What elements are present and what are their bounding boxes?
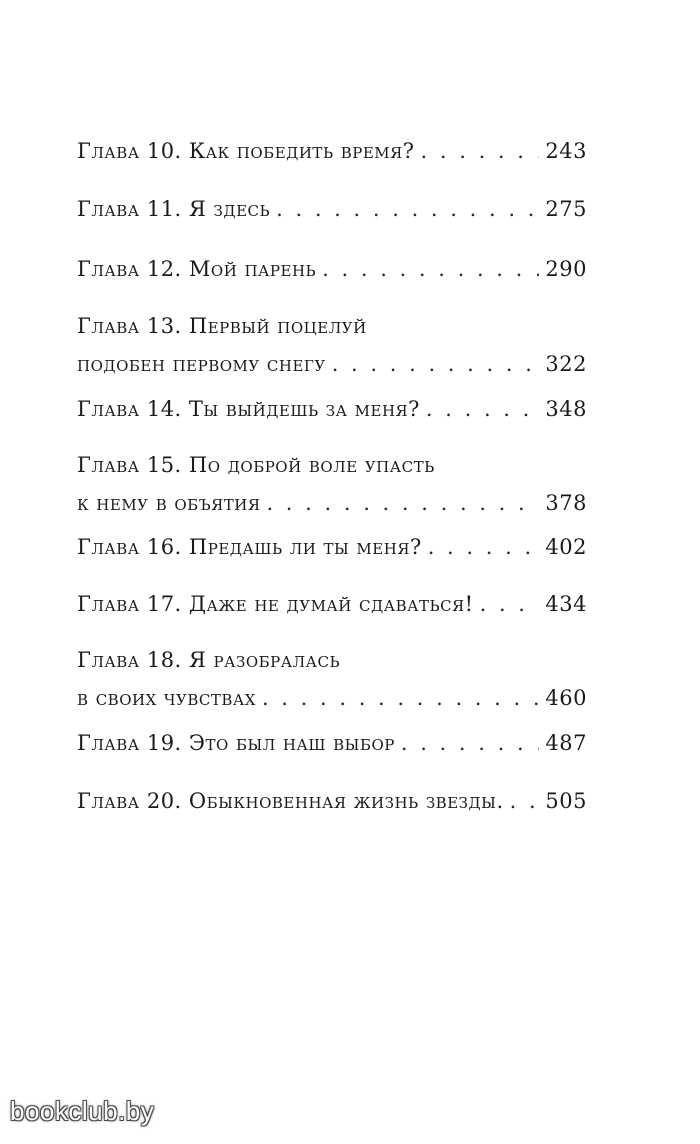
toc-entry-title: Глава 18. Я разобралась (77, 648, 341, 672)
toc-entry-chapter-10 (77, 132, 587, 170)
toc-entry-title-continued: в своих чувствах (77, 686, 256, 710)
toc-page-number: 402 (545, 535, 587, 559)
toc-entry-title: Глава 19. Это был наш выбор (77, 731, 395, 755)
toc-page-number: 378 (545, 491, 587, 515)
toc-entry-title: Глава 17. Даже не думай сдаваться! (77, 592, 474, 616)
dot-leader (401, 724, 540, 762)
toc-page-number: 322 (545, 352, 587, 376)
toc-entry-chapter-17 (77, 585, 587, 623)
toc-entry-title: Глава 10. Как победить время? (77, 139, 415, 163)
dot-leader (426, 390, 540, 428)
dot-leader (480, 585, 540, 623)
toc-entry-title: Глава 12. Мой парень (77, 257, 317, 281)
toc-page-number: 243 (545, 139, 587, 163)
toc-page-number: 348 (545, 397, 587, 421)
toc-page-number: 434 (545, 592, 587, 616)
toc-entry-title: Глава 14. Ты выйдешь за меня? (77, 397, 420, 421)
dot-leader (428, 528, 540, 566)
dot-leader (510, 782, 540, 820)
toc-page-number: 275 (545, 197, 587, 221)
toc-entry-title: Глава 13. Первый поцелуй (77, 314, 367, 338)
toc-entry-chapter-14 (77, 390, 587, 428)
dot-leader (421, 132, 540, 170)
dot-leader (322, 250, 539, 288)
toc-page-number: 290 (545, 257, 587, 281)
toc-entry-chapter-13 (77, 307, 587, 383)
toc-entry-title: Глава 11. Я здесь (77, 197, 271, 221)
toc-entry-title: Глава 20. Обыкновенная жизнь звезды. (77, 789, 504, 813)
toc-entry-chapter-18 (77, 641, 587, 717)
dot-leader (276, 190, 539, 228)
toc-page-number: 460 (545, 686, 587, 710)
bookclub-watermark: bookclub.by (10, 1096, 155, 1126)
toc-entry-title: Глава 15. По доброй воле упасть (77, 453, 435, 477)
toc-entry-chapter-15 (77, 446, 587, 522)
toc-page-number: 487 (545, 731, 587, 755)
dot-leader (266, 484, 539, 522)
toc-entry-chapter-11 (77, 190, 587, 228)
dot-leader (262, 679, 539, 717)
toc-page-number: 505 (545, 789, 587, 813)
dot-leader (332, 345, 540, 383)
toc-entry-title-continued: подобен первому снегу (77, 352, 326, 376)
toc-entry-chapter-19 (77, 724, 587, 762)
toc-entry-chapter-20 (77, 782, 587, 820)
toc-entry-title-continued: к нему в объятия (77, 491, 261, 515)
toc-entry-chapter-16 (77, 528, 587, 566)
toc-entry-title: Глава 16. Предашь ли ты меня? (77, 535, 422, 559)
toc-entry-chapter-12 (77, 250, 587, 288)
